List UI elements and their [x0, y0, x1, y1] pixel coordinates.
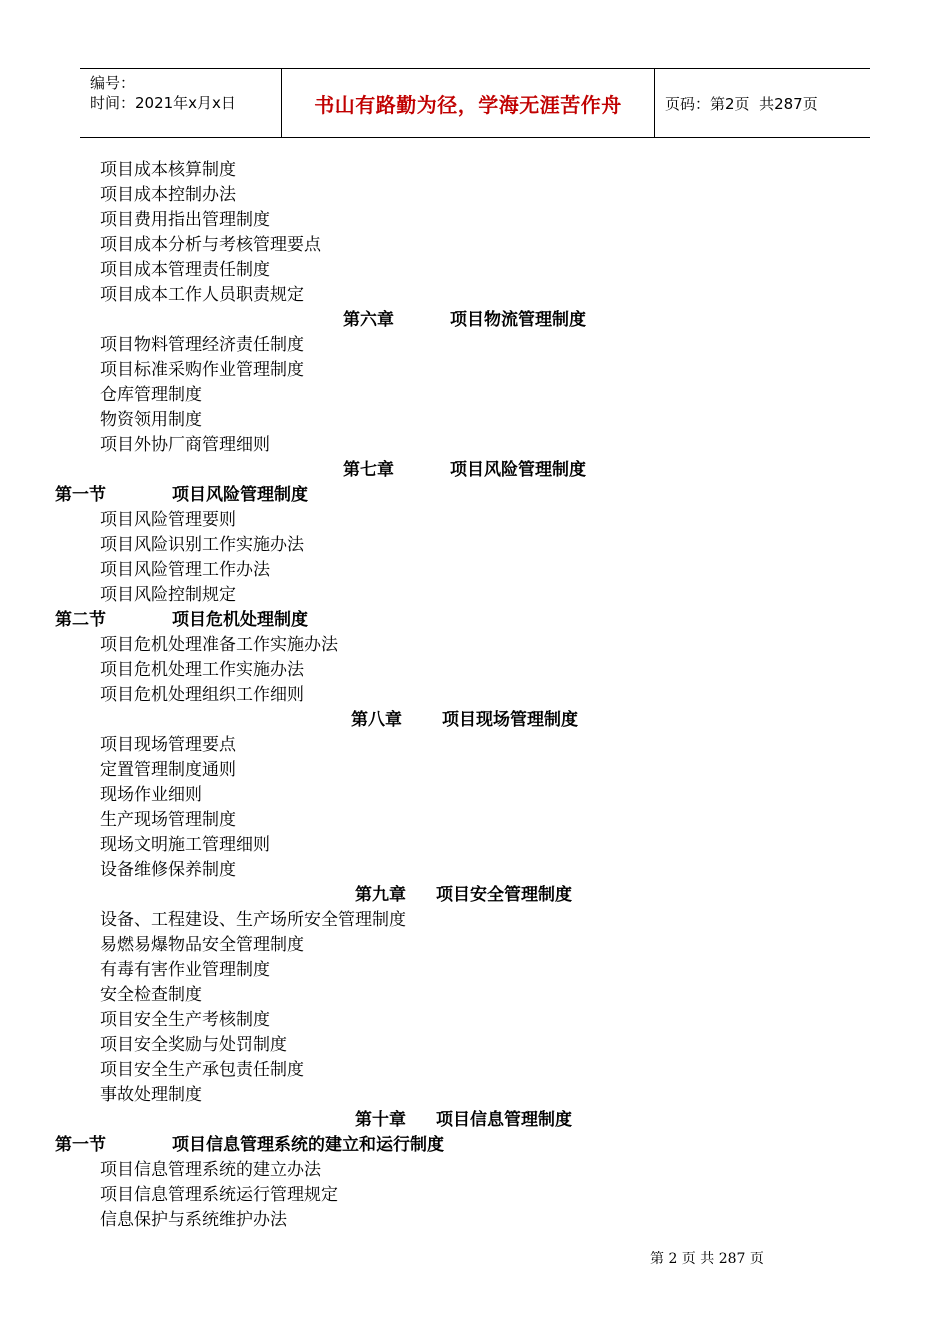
chapter-number: 第九章 — [355, 885, 406, 905]
date-label: 时间：2021年x月x日 — [90, 94, 236, 112]
page-footer: 第 2 页 共 287 页 — [650, 1251, 764, 1267]
toc-item: 定置管理制度通则 — [100, 760, 236, 780]
toc-item: 安全检查制度 — [100, 985, 202, 1005]
header-page-info — [655, 69, 870, 137]
chapter-title: 项目风险管理制度 — [450, 460, 586, 480]
chapter-number: 第八章 — [351, 710, 402, 730]
toc-item: 项目风险控制规定 — [100, 585, 236, 605]
chapter-title: 项目现场管理制度 — [442, 710, 578, 730]
code-label: 编号： — [90, 74, 136, 92]
toc-item: 项目成本工作人员职责规定 — [100, 285, 304, 305]
header-meta — [80, 69, 282, 137]
toc-item: 项目安全生产考核制度 — [100, 1010, 270, 1030]
chapter-heading — [355, 1108, 572, 1133]
section-title: 项目风险管理制度 — [172, 485, 308, 505]
chapter-number: 第七章 — [343, 460, 394, 480]
toc-item: 设备、工程建设、生产场所安全管理制度 — [100, 910, 406, 930]
chapter-heading — [351, 708, 578, 733]
chapter-title: 项目信息管理制度 — [436, 1110, 572, 1130]
toc-item: 项目成本管理责任制度 — [100, 260, 270, 280]
toc-item: 项目费用指出管理制度 — [100, 210, 270, 230]
chapter-title: 项目物流管理制度 — [450, 310, 586, 330]
chapter-number: 第十章 — [355, 1110, 406, 1130]
document-header — [80, 68, 870, 138]
section-heading — [55, 608, 308, 633]
toc-item: 现场文明施工管理细则 — [100, 835, 270, 855]
section-title: 项目信息管理系统的建立和运行制度 — [172, 1135, 444, 1155]
toc-item: 项目风险识别工作实施办法 — [100, 535, 304, 555]
toc-item: 事故处理制度 — [100, 1085, 202, 1105]
section-heading — [55, 483, 308, 508]
toc-item: 项目安全生产承包责任制度 — [100, 1060, 304, 1080]
toc-item: 物资领用制度 — [100, 410, 202, 430]
toc-item: 项目成本核算制度 — [100, 160, 236, 180]
toc-item: 信息保护与系统维护办法 — [100, 1210, 287, 1230]
section-title: 项目危机处理制度 — [172, 610, 308, 630]
toc-item: 项目安全奖励与处罚制度 — [100, 1035, 287, 1055]
toc-item: 项目危机处理工作实施办法 — [100, 660, 304, 680]
toc-item: 生产现场管理制度 — [100, 810, 236, 830]
section-number: 第一节 — [55, 485, 106, 505]
section-number: 第一节 — [55, 1135, 106, 1155]
toc-item: 项目危机处理准备工作实施办法 — [100, 635, 338, 655]
chapter-heading — [355, 883, 572, 908]
page-label: 页码：第2页 共287页 — [665, 94, 818, 113]
toc-item: 项目标准采购作业管理制度 — [100, 360, 304, 380]
toc-item: 设备维修保养制度 — [100, 860, 236, 880]
toc-item: 有毒有害作业管理制度 — [100, 960, 270, 980]
toc-item: 项目风险管理要则 — [100, 510, 236, 530]
toc-item: 项目危机处理组织工作细则 — [100, 685, 304, 705]
toc-item: 现场作业细则 — [100, 785, 202, 805]
section-heading — [55, 1133, 444, 1158]
section-number: 第二节 — [55, 610, 106, 630]
toc-item: 仓库管理制度 — [100, 385, 202, 405]
toc-item: 项目信息管理系统的建立办法 — [100, 1160, 321, 1180]
toc-item: 项目成本控制办法 — [100, 185, 236, 205]
toc-item: 项目外协厂商管理细则 — [100, 435, 270, 455]
toc-item: 项目信息管理系统运行管理规定 — [100, 1185, 338, 1205]
chapter-number: 第六章 — [343, 310, 394, 330]
chapter-heading — [343, 458, 586, 483]
toc-item: 项目成本分析与考核管理要点 — [100, 235, 321, 255]
header-motto: 书山有路勤为径，学海无涯苦作舟 — [282, 69, 655, 137]
toc-item: 项目物料管理经济责任制度 — [100, 335, 304, 355]
toc-item: 项目风险管理工作办法 — [100, 560, 270, 580]
chapter-title: 项目安全管理制度 — [436, 885, 572, 905]
toc-item: 项目现场管理要点 — [100, 735, 236, 755]
toc-item: 易燃易爆物品安全管理制度 — [100, 935, 304, 955]
chapter-heading — [343, 308, 586, 333]
